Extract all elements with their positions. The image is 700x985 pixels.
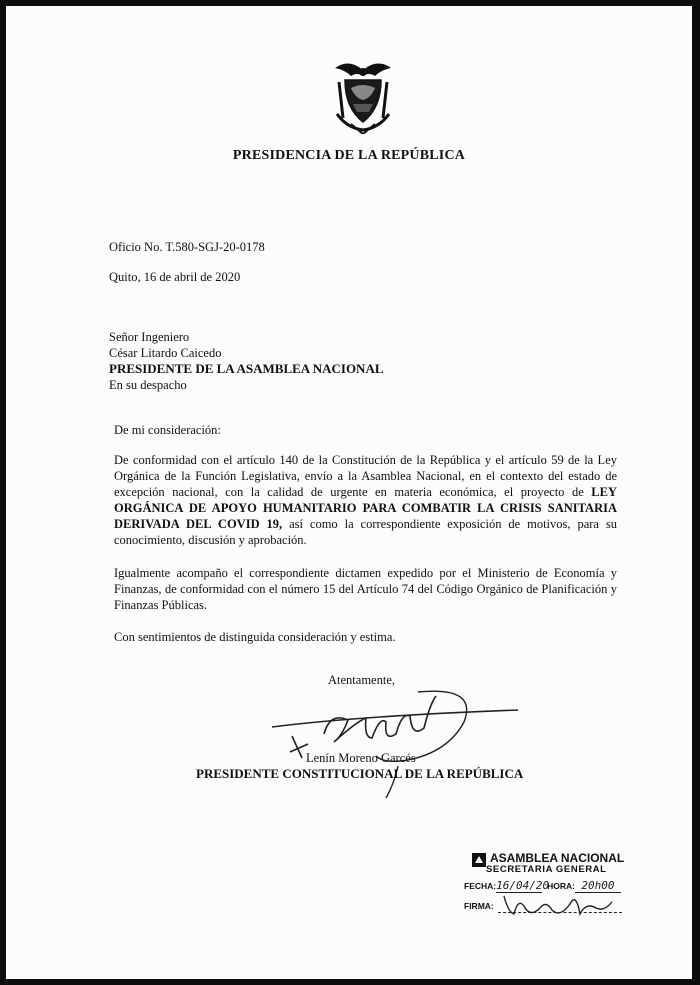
recipient-name: César Litardo Caicedo (109, 346, 222, 360)
reference-number: Oficio No. T.580-SGJ-20-0178 (109, 240, 265, 254)
greeting: De mi consideración: (114, 423, 221, 437)
stamp-signature-label: FIRMA: (464, 901, 494, 911)
paragraph-2: Igualmente acompaño el correspondiente dictamen expedido por el Ministerio de Economía y Finanzas, de conformidad con el número 15 del Artículo 74 del Código Orgánico de Planificación y Finanzas Públicas. (114, 566, 617, 612)
signer-name: Lenín Moreno Garcés (306, 751, 416, 765)
paragraph-1 (114, 452, 617, 548)
paragraph-1-part-2: así como la correspondiente exposición de motivos, para su conocimiento, discusión y aprobación. (114, 517, 617, 547)
assembly-logo-icon (472, 853, 486, 867)
place-date: Quito, 16 de abril de 2020 (109, 270, 241, 284)
stamp-date-label: FECHA: (464, 881, 497, 891)
signer-title: PRESIDENTE CONSTITUCIONAL DE LA REPÚBLICA (196, 766, 524, 781)
recipient-position: PRESIDENTE DE LA ASAMBLEA NACIONAL (109, 361, 384, 376)
document-page (6, 6, 692, 979)
valediction: Atentamente, (328, 673, 395, 687)
closing-line: Con sentimientos de distinguida consideración y estima. (114, 630, 396, 644)
institution-heading: PRESIDENCIA DE LA REPÚBLICA (232, 148, 466, 163)
recipient-block (109, 329, 384, 393)
stamp-organization: ASAMBLEA NACIONAL (490, 851, 625, 865)
stamp-time-value: 20h00 (575, 879, 621, 893)
stamp-department: SECRETARIA GENERAL (486, 864, 607, 875)
recipient-location: En su despacho (109, 378, 187, 392)
handwritten-signature-icon (268, 682, 528, 802)
recipient-salutation: Señor Ingeniero (109, 330, 190, 344)
coat-of-arms-icon (331, 58, 395, 134)
stamp-date-value: 16/04/20 (496, 879, 550, 892)
stamp-time-label: HORA: (547, 881, 575, 891)
stamp-signature-row (464, 901, 494, 911)
law-title: LEY ORGÁNICA DE APOYO HUMANITARIO PARA COMBATIR LA CRISIS SANITARIA DERIVADA DEL COVID 19, (114, 485, 617, 531)
stamp-signature-scribble-icon (500, 888, 620, 922)
paragraph-1-part-1: De conformidad con el artículo 140 de la Constitución de la República y el artículo 59 de la Ley Orgánica de la Función Legislativa, envío a la Asamblea Nacional, en el contexto del estado de excepción nacional, con la calidad de urgente en materia económica, el proyecto de (114, 453, 617, 499)
